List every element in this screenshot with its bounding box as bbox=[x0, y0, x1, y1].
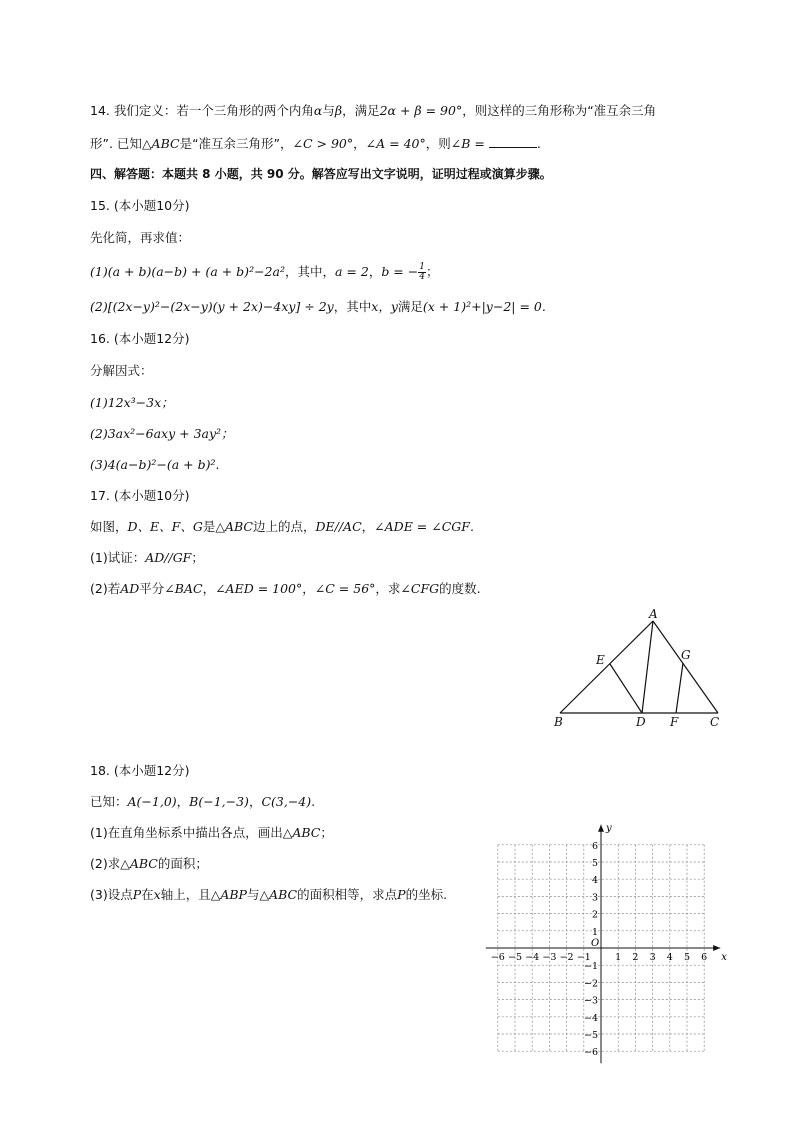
q15-p1-expr: (1)(a + b)(a−b) + (a + b)²−2a² bbox=[90, 264, 285, 279]
q15-fraction-den: 4 bbox=[419, 272, 425, 282]
y-axis-arrow-icon bbox=[598, 825, 604, 832]
q14-alpha: α bbox=[313, 103, 323, 118]
q15-p2-cond: (x + 1)²+|y−2| = 0 bbox=[422, 299, 542, 314]
axes bbox=[486, 822, 720, 1063]
q17-parallel: DE//AC bbox=[315, 519, 362, 534]
q14-line2 bbox=[90, 134, 541, 153]
q17-text: (1)试证： bbox=[90, 550, 146, 565]
q17-text: ， bbox=[202, 581, 216, 596]
q15-header: 15. (本小题10分) bbox=[90, 198, 190, 213]
y-tick-label: −6 bbox=[583, 1047, 598, 1059]
x-axis-arrow-icon bbox=[713, 945, 720, 951]
q18-text: 已知： bbox=[90, 794, 128, 809]
x-tick-label: −4 bbox=[525, 952, 540, 963]
segment-de bbox=[610, 664, 642, 713]
y-tick-label: −3 bbox=[583, 995, 598, 1007]
x-tick-label: −2 bbox=[559, 952, 574, 963]
q16-part3: (3)4(a−b)²−(a + b)². bbox=[90, 457, 220, 472]
q18-text: . bbox=[311, 794, 316, 809]
x-tick-label: 3 bbox=[649, 952, 656, 963]
q15-text: ； bbox=[425, 264, 439, 279]
x-tick-label: −3 bbox=[542, 952, 557, 963]
q15-text: 满足 bbox=[397, 299, 423, 314]
q17-part1 bbox=[90, 549, 204, 567]
x-tick-label: −1 bbox=[576, 952, 591, 963]
label-c: C bbox=[710, 715, 720, 729]
section-4-title: 四、解答题：本题共 8 小题，共 90 分。解答应写出文字说明，证明过程或演算步骤。 bbox=[90, 167, 552, 181]
q18-point-c: C(3,−4) bbox=[261, 794, 312, 809]
y-tick-label: 4 bbox=[591, 875, 598, 887]
q17-bac: ∠BAC bbox=[164, 581, 203, 596]
q15-fraction-num: 1 bbox=[419, 262, 425, 272]
q16-header: 16. (本小题12分) bbox=[90, 331, 190, 346]
q17-text: 的度数. bbox=[439, 581, 481, 596]
origin-label: O bbox=[591, 938, 600, 949]
q17-text: 平分 bbox=[139, 581, 165, 596]
label-d: D bbox=[636, 715, 646, 729]
q14-text: 是“准互余三角形”， bbox=[179, 136, 293, 151]
q17-aed: ∠AED = 100° bbox=[215, 581, 303, 596]
q18-point-a: A(−1,0) bbox=[127, 794, 177, 809]
q17-text: ； bbox=[191, 550, 204, 565]
q18-text: (3)设点 bbox=[90, 887, 133, 902]
q14-text: ，则 bbox=[425, 136, 451, 151]
q14-text: ，满足 bbox=[342, 103, 380, 118]
q17-text: 如图， bbox=[90, 519, 128, 534]
tick-labels bbox=[491, 823, 727, 1058]
q18-part1 bbox=[90, 824, 333, 842]
q18-text: 轴上，且 bbox=[160, 887, 211, 902]
q16-instruction: 分解因式： bbox=[90, 363, 153, 378]
q17-text: 边上的点， bbox=[252, 519, 316, 534]
q14-condition: 2α + β = 90° bbox=[379, 103, 463, 118]
q15-text: . bbox=[541, 299, 546, 314]
side-ab bbox=[560, 621, 653, 713]
q17-intro bbox=[90, 518, 474, 536]
q18-abc: △ABC bbox=[259, 887, 298, 902]
q15-fraction bbox=[418, 263, 426, 282]
q17-ad: AD bbox=[120, 581, 140, 596]
side-ac bbox=[653, 621, 718, 713]
q18-text: ， bbox=[176, 794, 190, 809]
q15-text: ，其中 bbox=[333, 299, 372, 314]
q17-cfg: ∠CFG bbox=[400, 581, 440, 596]
q18-point-b: B(−1,−3) bbox=[189, 794, 249, 809]
q14-angle-a: ∠A = 40° bbox=[365, 136, 426, 151]
label-b: B bbox=[554, 715, 563, 729]
q15-p1-b: b = − bbox=[381, 264, 419, 279]
q18-triangle: △ABC bbox=[120, 856, 158, 871]
x-tick-label: −5 bbox=[507, 952, 523, 963]
q14-angle-c: ∠C > 90° bbox=[292, 136, 354, 151]
q15-instruction: 先化简，再求值： bbox=[90, 230, 191, 245]
q16-part1: (1)12x³−3x； bbox=[90, 395, 174, 410]
segment-gf bbox=[676, 663, 683, 713]
segment-ad bbox=[642, 621, 653, 713]
q18-text: (2)求 bbox=[90, 856, 121, 871]
q18-header: 18. (本小题12分) bbox=[90, 763, 190, 778]
q15-text: ， bbox=[368, 264, 382, 279]
q14-line1 bbox=[90, 102, 656, 120]
y-tick-label: 5 bbox=[591, 858, 598, 869]
q18-text: 与 bbox=[246, 887, 260, 902]
q17-angle-c: ∠C = 56° bbox=[314, 581, 376, 596]
q17-text: ， bbox=[361, 519, 375, 534]
y-axis-label: y bbox=[606, 822, 612, 834]
q17-header: 17. (本小题10分) bbox=[90, 488, 190, 503]
y-tick-label: 1 bbox=[591, 926, 598, 938]
q18-part2 bbox=[90, 855, 208, 873]
q14-text: ，则这样的三角形称为“准互余三角 bbox=[462, 103, 657, 118]
q18-given bbox=[90, 793, 315, 811]
x-tick-label: 5 bbox=[683, 952, 691, 963]
q18-coordinate-grid bbox=[478, 815, 728, 1075]
q18-text: 的面积相等，求点 bbox=[297, 887, 398, 902]
q17-triangle-figure bbox=[550, 605, 730, 730]
q14-text: 形”. 已知 bbox=[90, 136, 142, 151]
x-tick-label: 1 bbox=[615, 952, 622, 963]
label-g: G bbox=[681, 648, 691, 662]
q17-part2 bbox=[90, 580, 481, 598]
x-tick-label: −6 bbox=[490, 952, 505, 963]
q18-text: 的坐标. bbox=[405, 887, 448, 902]
q18-text: ， bbox=[248, 794, 262, 809]
q17-points: D、E、F、G bbox=[127, 519, 203, 534]
q14-text: 14. 我们定义：若一个三角形的两个内角 bbox=[90, 103, 314, 118]
q14-text: 与 bbox=[322, 103, 335, 118]
q17-text: (2)若 bbox=[90, 581, 121, 596]
q15-part1 bbox=[90, 263, 438, 282]
q15-p2-vars: x，y bbox=[371, 299, 398, 314]
y-tick-label: 6 bbox=[591, 840, 598, 852]
x-axis-label: x bbox=[721, 952, 727, 963]
q15-p2-expr: (2)[(2x−y)²−(2x−y)(y + 2x)−4xy] ÷ 2y bbox=[90, 299, 334, 314]
y-tick-label: 3 bbox=[591, 892, 598, 904]
label-f: F bbox=[670, 715, 679, 729]
q14-angle-b: ∠B = bbox=[450, 136, 485, 151]
x-tick-label: 6 bbox=[701, 952, 708, 963]
q17-text: 是 bbox=[202, 519, 216, 534]
y-tick-label: −5 bbox=[583, 1030, 598, 1041]
x-tick-label: 2 bbox=[632, 952, 639, 963]
q14-text: . bbox=[536, 136, 541, 151]
q17-text: . bbox=[469, 519, 474, 534]
label-e: E bbox=[596, 653, 605, 667]
q18-x: x bbox=[153, 887, 161, 902]
q18-text: 的面积； bbox=[157, 856, 208, 871]
label-a: A bbox=[649, 607, 658, 621]
x-tick-label: 4 bbox=[666, 952, 673, 963]
q15-p1-a: a = 2 bbox=[334, 264, 369, 279]
q18-triangle: △ABC bbox=[282, 825, 321, 840]
q18-text: 在 bbox=[141, 887, 154, 902]
q18-part3 bbox=[90, 886, 447, 904]
q17-angle-eq: ∠ADE = ∠CGF bbox=[374, 519, 470, 534]
q18-text: (1)在直角坐标系中描出各点，画出 bbox=[90, 825, 283, 840]
q17-triangle: △ABC bbox=[215, 519, 253, 534]
y-tick-label: 2 bbox=[591, 909, 598, 921]
q15-text: ，其中， bbox=[284, 264, 335, 279]
q18-abp: △ABP bbox=[210, 887, 247, 902]
q14-triangle: △ABC bbox=[141, 136, 180, 151]
q17-text: ，求 bbox=[375, 581, 401, 596]
q14-answer-blank[interactable] bbox=[489, 134, 537, 148]
q18-p: P bbox=[397, 887, 406, 902]
q14-beta: β bbox=[334, 103, 343, 118]
q18-text: ； bbox=[320, 825, 333, 840]
q18-p: P bbox=[132, 887, 142, 902]
y-tick-label: −1 bbox=[583, 961, 598, 973]
q16-part2: (2)3ax²−6axy + 3ay²； bbox=[90, 426, 234, 441]
q17-text: ， bbox=[302, 581, 315, 596]
q14-text: ， bbox=[353, 136, 366, 151]
q15-part2 bbox=[90, 298, 546, 316]
q17-p1-expr: AD//GF bbox=[145, 550, 192, 565]
y-tick-label: −4 bbox=[583, 1012, 598, 1024]
y-tick-label: −2 bbox=[583, 978, 598, 990]
